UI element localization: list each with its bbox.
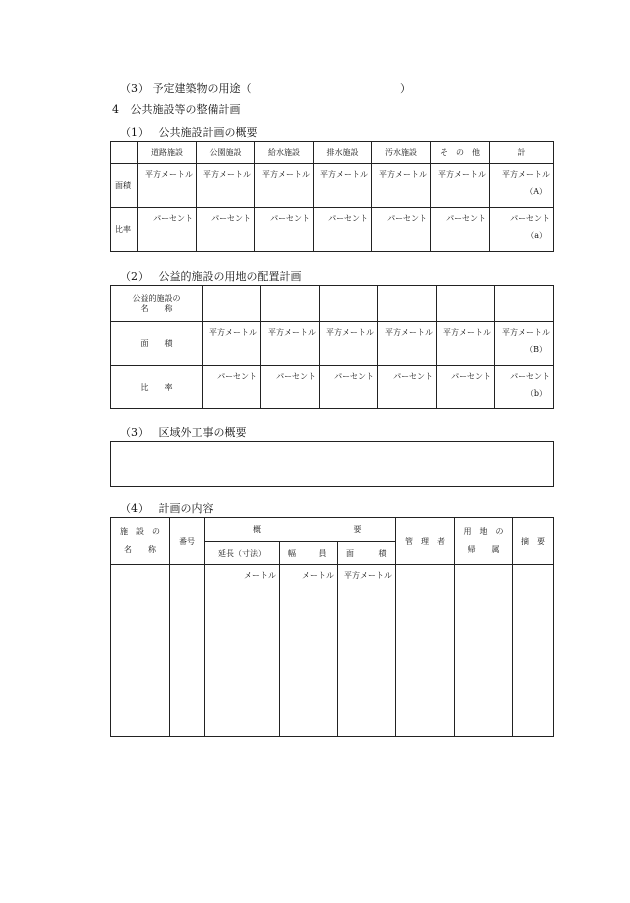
unit-label: 平方メートル <box>145 170 193 179</box>
item-number: （3） <box>120 426 149 439</box>
cell-ratio <box>437 366 495 409</box>
cell-ratio <box>255 208 314 252</box>
unit-label: パーセント <box>217 372 257 381</box>
item-number: （2） <box>120 270 149 283</box>
unit-label: パーセント <box>276 372 316 381</box>
unit-label: メートル <box>244 571 276 580</box>
section-number: 4 <box>112 103 119 116</box>
unit-label: 平方メートル <box>320 170 368 179</box>
header-other: そ の 他 <box>431 142 490 164</box>
header-char: 幅 <box>288 548 296 558</box>
cell-ratio <box>138 208 197 252</box>
header-facility-name <box>111 286 203 322</box>
public-facility-table <box>110 141 554 252</box>
cell-area <box>261 322 320 366</box>
unit-label: 平方メートル <box>502 170 550 179</box>
header-char: 面 <box>346 548 354 558</box>
header-water-supply: 給水施設 <box>255 142 314 164</box>
unit-label: 平方メートル <box>209 328 257 337</box>
header-remarks: 摘 要 <box>513 518 554 565</box>
body-cell <box>111 565 170 737</box>
unit-label: パーセント <box>510 372 550 381</box>
unit-label: パーセント <box>334 372 374 381</box>
row-label-ratio: 比 率 <box>111 366 203 409</box>
cell-area <box>378 322 437 366</box>
header-total: 計 <box>490 142 554 164</box>
s1-heading <box>120 124 258 140</box>
cell-ratio <box>203 366 261 409</box>
unit-label: メートル <box>302 571 334 580</box>
header-outline <box>205 518 396 542</box>
purpose-label: 予定建築物の用途（ <box>152 82 252 95</box>
unit-label: パーセント <box>387 214 427 223</box>
cell-area <box>320 322 378 366</box>
body-cell <box>455 565 513 737</box>
cell-ratio-total <box>495 366 554 409</box>
cell-area <box>431 164 490 208</box>
cell-ratio <box>197 208 255 252</box>
plan-content-table <box>110 517 554 737</box>
header-park: 公園施設 <box>197 142 255 164</box>
unit-label: パーセント <box>510 214 550 223</box>
unit-label: パーセント <box>393 372 433 381</box>
header-land-ownership <box>455 518 513 565</box>
unit-label: 平方メートル <box>344 571 392 580</box>
body-cell-length <box>205 565 280 737</box>
header-drainage: 排水施設 <box>314 142 372 164</box>
header-number: 番号 <box>170 518 205 565</box>
cell-area <box>197 164 255 208</box>
item-number: （3） <box>120 82 149 95</box>
cell-ratio <box>314 208 372 252</box>
body-cell <box>513 565 554 737</box>
cell-ratio <box>320 366 378 409</box>
unit-label: 平方メートル <box>268 328 316 337</box>
name-cell <box>320 286 378 322</box>
name-cell <box>495 286 554 322</box>
cell-ratio <box>261 366 320 409</box>
body-cell-width <box>280 565 338 737</box>
unit-label: 平方メートル <box>443 328 491 337</box>
unit-label: パーセント <box>446 214 486 223</box>
header-length: 延長（寸法） <box>205 542 280 565</box>
s2-heading <box>120 268 302 284</box>
unit-label: パーセント <box>211 214 251 223</box>
total-area-label: （B） <box>525 345 547 354</box>
header-line: 帰 属 <box>467 545 500 554</box>
unit-label: 平方メートル <box>203 170 251 179</box>
header-road: 道路施設 <box>138 142 197 164</box>
total-ratio-label: （b） <box>525 389 547 398</box>
name-cell <box>261 286 320 322</box>
purpose-line <box>120 80 252 96</box>
cell-ratio-total <box>490 208 554 252</box>
name-cell <box>203 286 261 322</box>
name-cell <box>437 286 495 322</box>
header-line: 名 称 <box>124 545 156 554</box>
row-label-area: 面積 <box>111 164 138 208</box>
item-title: 公益的施設の用地の配置計画 <box>158 270 302 283</box>
cell-area <box>203 322 261 366</box>
cell-area <box>314 164 372 208</box>
cell-area-total <box>490 164 554 208</box>
item-title: 区域外工事の概要 <box>158 426 247 439</box>
cell-area-total <box>495 322 554 366</box>
section-4-heading <box>112 101 241 117</box>
header-char: 概 <box>253 525 261 534</box>
header-manager: 管 理 者 <box>396 518 455 565</box>
cell-area <box>372 164 431 208</box>
header-line: 名 称 <box>140 303 173 313</box>
unit-label: パーセント <box>270 214 310 223</box>
unit-label: 平方メートル <box>262 170 310 179</box>
row-label-area: 面 積 <box>111 322 203 366</box>
purpose-close-paren: ） <box>400 82 411 95</box>
body-cell <box>396 565 455 737</box>
unit-label: 平方メートル <box>385 328 433 337</box>
unit-label: パーセント <box>153 214 193 223</box>
unit-label: 平方メートル <box>326 328 374 337</box>
header-area <box>338 542 396 565</box>
corner-cell <box>111 142 138 164</box>
header-width <box>280 542 338 565</box>
header-line: 用 地 の <box>463 527 504 536</box>
cell-ratio <box>431 208 490 252</box>
unit-label: 平方メートル <box>438 170 486 179</box>
s3-heading <box>120 424 247 440</box>
cell-area <box>255 164 314 208</box>
item-number: （4） <box>120 502 149 515</box>
body-cell-area <box>338 565 396 737</box>
cell-ratio <box>378 366 437 409</box>
header-sewage: 汚水施設 <box>372 142 431 164</box>
header-char: 員 <box>318 548 327 558</box>
cell-ratio <box>372 208 431 252</box>
public-benefit-table <box>110 285 554 409</box>
item-title: 公共施設計画の概要 <box>158 126 258 139</box>
section-title: 公共施設等の整備計画 <box>130 103 241 116</box>
s4-heading <box>120 500 214 516</box>
body-cell <box>170 565 205 737</box>
unit-label: 平方メートル <box>502 328 550 337</box>
header-facility-name <box>111 518 170 565</box>
unit-label: パーセント <box>451 372 491 381</box>
item-title: 計画の内容 <box>158 502 214 515</box>
cell-area <box>437 322 495 366</box>
header-char: 要 <box>353 525 362 534</box>
unit-label: 平方メートル <box>379 170 427 179</box>
header-line: 公益的施設の <box>132 293 181 303</box>
unit-label: パーセント <box>328 214 368 223</box>
total-ratio-label: （a） <box>526 231 547 240</box>
row-label-ratio: 比率 <box>111 208 138 252</box>
item-number: （1） <box>120 126 149 139</box>
header-char: 積 <box>378 548 387 558</box>
header-line: 施 設 の <box>120 527 160 536</box>
name-cell <box>378 286 437 322</box>
offsite-work-box <box>110 441 554 487</box>
cell-area <box>138 164 197 208</box>
total-area-label: （A） <box>525 187 547 196</box>
